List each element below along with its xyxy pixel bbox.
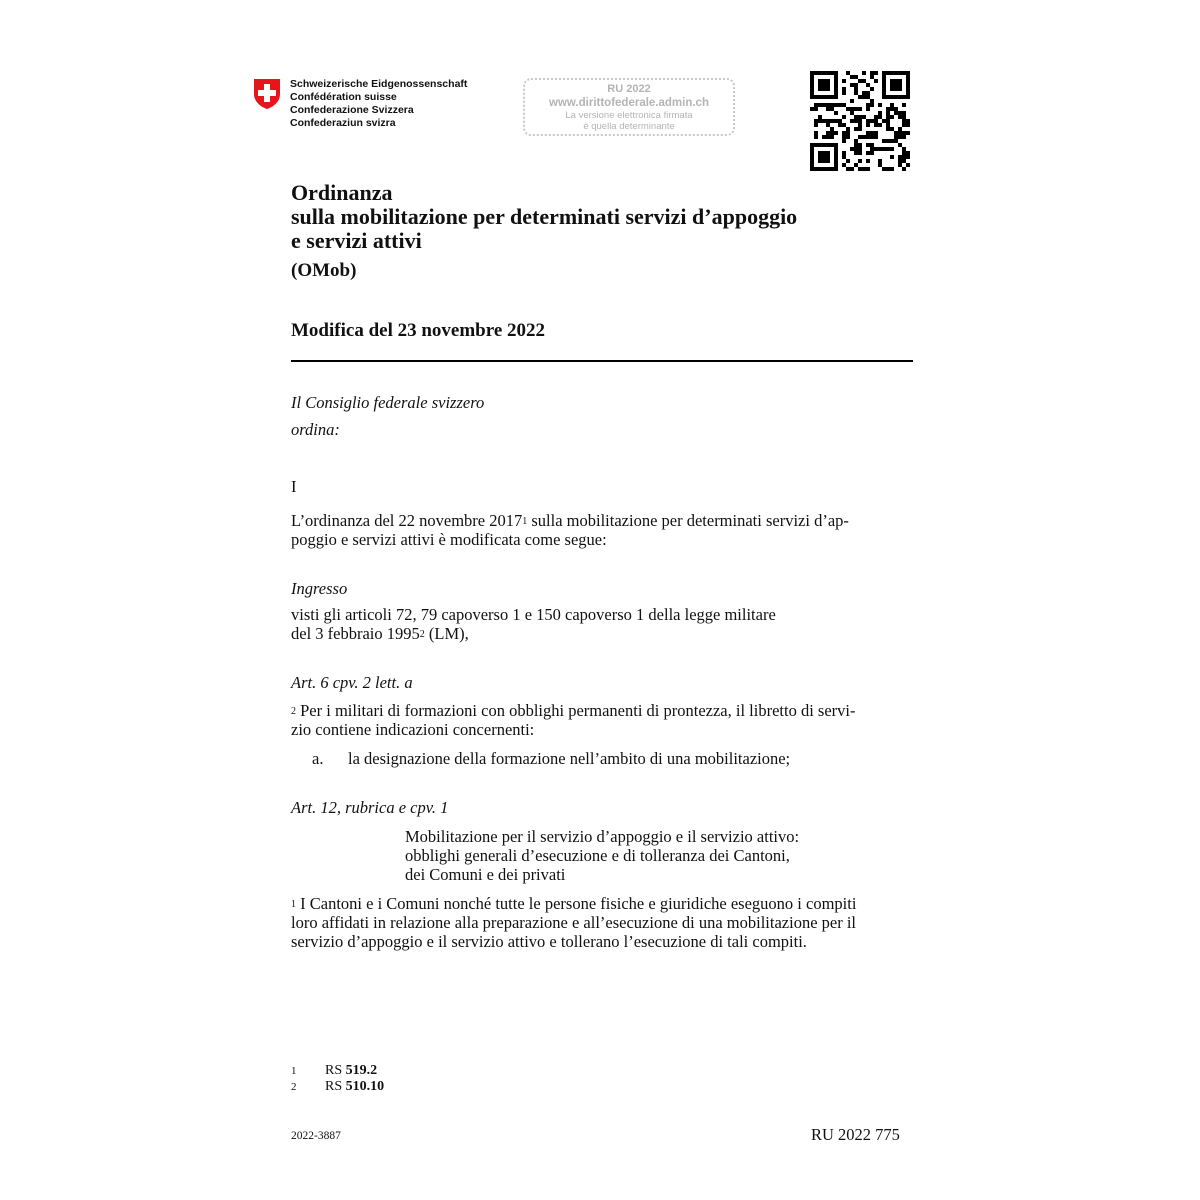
document-number: 2022-3887 (291, 1130, 341, 1142)
stamp-url[interactable]: www.dirittofederale.admin.ch (549, 97, 709, 109)
footnote-1 (291, 1063, 384, 1079)
electronic-version-stamp (523, 78, 735, 136)
footnotes (291, 1063, 384, 1095)
intro-line-2: poggio e servizi attivi è modificata come segue: (291, 530, 607, 549)
intro-text-1: L’ordinanza del 22 novembre 2017 (291, 511, 523, 530)
intro-text-2: sulla mobilitazione per determinati servizi d’ap- (527, 511, 849, 530)
art6-heading: Art. 6 cpv. 2 lett. a (291, 673, 413, 692)
stamp-line-4: è quella determinante (583, 121, 675, 132)
art6-text-1: Per i militari di formazioni con obblighi permanenti di prontezza, il libretto di servi- (296, 701, 856, 720)
footnote-number: 2 (291, 1081, 297, 1093)
art12-text-1: I Cantoni e i Comuni nonché tutte le persone fisiche e giuridiche eseguono i compiti (296, 894, 857, 913)
preamble-authority: Il Consiglio federale svizzero (291, 393, 485, 412)
art6-item-letter: a. (312, 749, 324, 768)
art12-rubric-line-3: dei Comuni e dei privati (405, 865, 566, 884)
art12-rubric-line-1: Mobilitazione per il servizio d’appoggio e il servizio attivo: (405, 827, 800, 846)
confederation-name-fr: Confédération suisse (290, 91, 397, 103)
footnote-ref-2[interactable]: 2 (419, 629, 425, 640)
ingresso-text-1: del 3 febbraio 1995 (291, 624, 420, 643)
preamble-ordina: ordina: (291, 420, 340, 439)
footnote-prefix: RS (325, 1063, 346, 1078)
title-line-2: sulla mobilitazione per determinati servizi d’appoggio (291, 204, 798, 229)
footnote-reference[interactable]: 519.2 (345, 1063, 378, 1078)
stamp-line-3: La versione elettronica firmata (565, 110, 693, 121)
stamp-line-1: RU 2022 (607, 83, 651, 95)
art12-rubric-line-2: obblighi generali d’esecuzione e di tolleranza dei Cantoni, (405, 846, 790, 865)
art12-line-3: servizio d’appoggio e il servizio attivo e tollerano l’esecuzione di tali compiti. (291, 932, 807, 951)
title-line-1: Ordinanza (291, 180, 393, 205)
art6-item-text: la designazione della formazione nell’ambito di una mobilitazione; (348, 749, 791, 768)
art12-line-2: loro affidati in relazione alla preparazione e all’esecuzione di una mobilitazione per il (291, 913, 857, 932)
document-title (291, 181, 797, 253)
footnote-ref-1[interactable]: 1 (522, 516, 528, 527)
art12-line-1 (291, 894, 856, 913)
title-divider (291, 360, 913, 362)
ingresso-line-1: visti gli articoli 72, 79 capoverso 1 e 150 capoverso 1 della legge militare (291, 605, 776, 624)
art6-paragraph-number: 2 (291, 706, 296, 717)
official-compilation-reference: RU 2022 775 (811, 1125, 900, 1144)
section-numeral: I (291, 477, 297, 496)
confederation-name-rm: Confederaziun svizra (290, 117, 396, 129)
ingresso-text-2: (LM), (424, 624, 469, 643)
title-abbreviation: (OMob) (291, 260, 357, 281)
footnote-2 (291, 1079, 384, 1095)
footnote-reference[interactable]: 510.10 (345, 1079, 385, 1094)
confederation-name-it: Confederazione Svizzera (290, 104, 414, 116)
ingresso-heading: Ingresso (291, 579, 348, 598)
art12-heading: Art. 12, rubrica e cpv. 1 (291, 798, 449, 817)
art12-paragraph-number: 1 (291, 899, 296, 910)
footnote-prefix: RS (325, 1079, 346, 1094)
footnote-number: 1 (291, 1065, 297, 1077)
art6-line-2: zio contiene indicazioni concernenti: (291, 720, 535, 739)
intro-line-1 (291, 511, 849, 530)
confederation-name-de: Schweizerische Eidgenossenschaft (290, 78, 468, 90)
title-line-3: e servizi attivi (291, 228, 422, 253)
qr-code-icon[interactable] (810, 71, 910, 171)
modification-date: Modifica del 23 novembre 2022 (291, 320, 546, 341)
swiss-cross-logo-icon (253, 78, 281, 110)
ingresso-line-2 (291, 624, 469, 643)
art6-line-1 (291, 701, 855, 720)
confederation-names (290, 78, 467, 130)
